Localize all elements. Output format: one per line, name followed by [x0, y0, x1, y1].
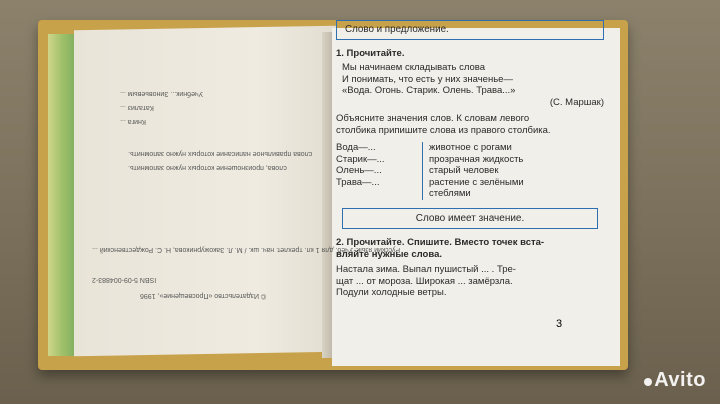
page-number: 3 [556, 318, 563, 330]
ex2-line: Подули холодные ветры. [336, 287, 447, 298]
poem-line: Мы начинаем складывать слова [342, 62, 486, 73]
meaning: старый человек [429, 165, 499, 176]
left-page-line: Книга ... [120, 118, 146, 125]
right-page-text [336, 20, 604, 299]
logo-dot-icon [644, 378, 652, 386]
task-line: столбика припишите слова из правого столбика. [336, 124, 551, 136]
left-page-line: Учебник... Зиновьевым ... [120, 90, 204, 97]
poem-line: И понимать, что есть у них значенье— [342, 73, 513, 85]
exercise-2-text [336, 264, 604, 299]
poem [342, 62, 604, 108]
rule-box: Слово имеет значение. [342, 208, 598, 230]
left-page-copyright: © Издательство «Просвещение», 1996 [140, 292, 267, 299]
section-header: Слово и предложение. [336, 20, 604, 40]
watermark-text: Avito [654, 369, 706, 391]
task-line: Объясните значения слов. К словам левого [336, 113, 530, 124]
word: Трава—... [336, 176, 380, 188]
exercise-2-title: вляйте нужные слова. [336, 248, 442, 260]
word: Олень—... [336, 165, 382, 176]
left-page-box-text: слова правильное написание которых нужно запомнить. [128, 150, 313, 157]
exercise-2-title: 2. Прочитайте. Спишите. Вместо точек вста- [336, 237, 545, 248]
word: Старик—... [336, 153, 385, 165]
left-page-line: Катализ ... [120, 104, 154, 111]
left-page [74, 26, 336, 357]
left-page-footer: Русский язык: Учеб. для 1 кл. трехлет. нач. шк. / М. Л. Закожурникова, Н. С. Рождественский ... [92, 246, 401, 253]
meaning: животное с рогами [429, 142, 512, 153]
exercise-1-title: 1. Прочитайте. [336, 47, 405, 59]
left-column [336, 142, 422, 200]
ex2-line: щат ... от мороза. Широкая ... замёрзла. [336, 275, 513, 287]
left-page-box-text: слова, произношение которых нужно запомнить. [128, 164, 287, 171]
left-page-isbn: ISBN 5-09-004883-2 [92, 276, 157, 283]
word: Вода—... [336, 142, 376, 153]
task [336, 113, 604, 136]
matching-columns [336, 142, 604, 200]
ex2-line: Настала зима. Выпал пушистый ... . Тре- [336, 264, 516, 275]
watermark [644, 369, 706, 392]
poem-line: «Вода. Огонь. Старик. Олень. Трава...» [342, 85, 516, 96]
meaning: стеблями [429, 188, 471, 199]
meaning: прозрачная жидкость [429, 153, 524, 165]
poem-author: (С. Маршак) [549, 96, 604, 108]
meaning: растение с зелёными [429, 176, 524, 188]
right-column [422, 142, 524, 200]
